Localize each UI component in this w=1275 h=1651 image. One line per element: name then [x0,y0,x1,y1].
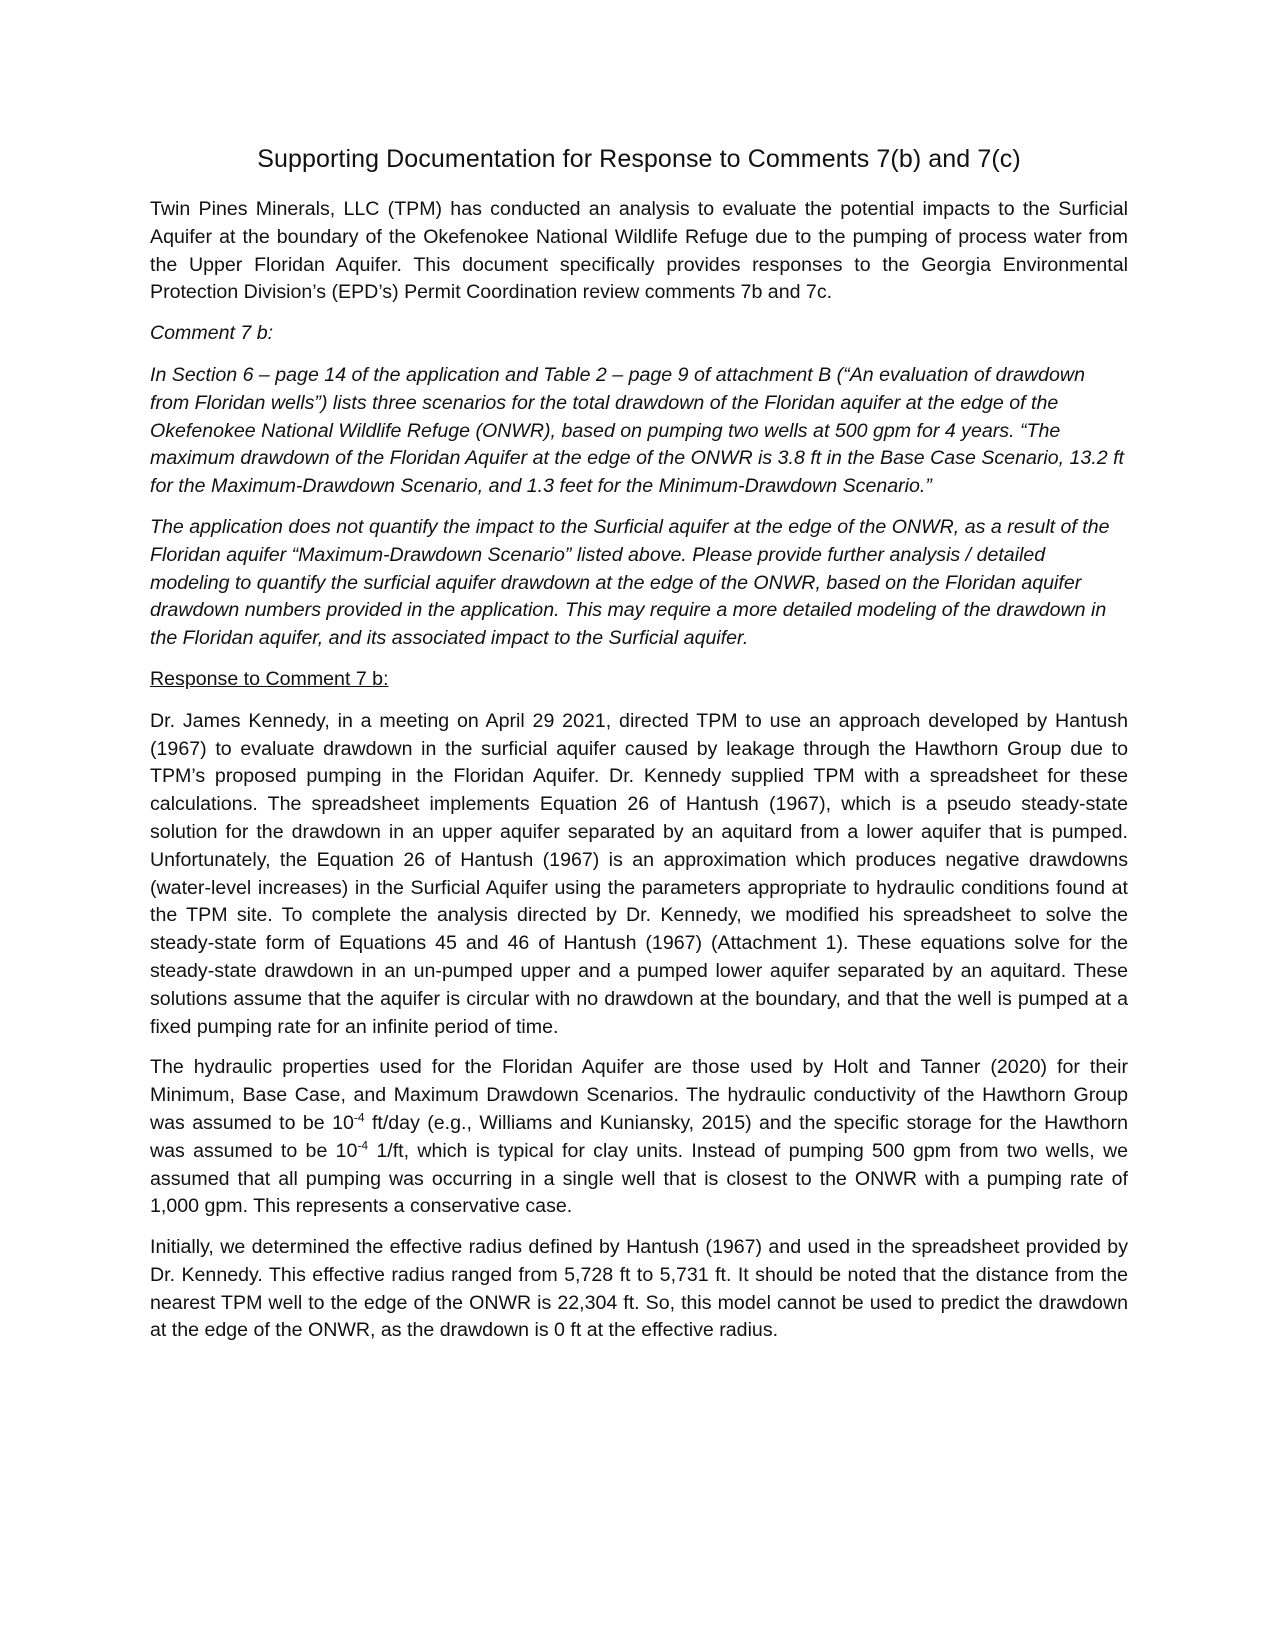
response-paragraph-2-part1: The hydraulic properties used for the Floridan Aquifer are those used by Holt and Tanner (2020) for their Minimum, Base Case, and Maximum Drawdown Scenarios. The hydraulic conductivity of the Hawthorn Group was assumed to be 10 [150,1056,1128,1134]
response-paragraph-3: Initially, we determined the effective radius defined by Hantush (1967) and used in the spreadsheet provided by Dr. Kennedy. This effective radius ranged from 5,728 ft to 5,731 ft. It should be noted that the distance from the nearest TPM well to the edge of the ONWR is 22,304 ft. So, this model cannot be used to predict the drawdown at the edge of the ONWR, as the drawdown is 0 ft at the effective radius. [150,1236,1128,1342]
exponent-2: -4 [357,1138,369,1153]
response-paragraph-2-part3: 1/ft, which is typical for clay units. Instead of pumping 500 gpm from two wells, we assumed that all pumping was occurring in a single well that is closest to the ONWR with a pumping rate of 1,000 gpm. This represents a conservative case. [150,1139,1128,1218]
comment-heading: Comment 7 b: [150,322,274,345]
document-page [150,145,1128,1358]
response-paragraph-2-part2: ft/day (e.g., Williams and Kuniansky, 2015) and the specific storage for the Hawthorn was assumed to be 10 [150,1111,1128,1162]
comment-paragraph-1: In Section 6 – page 14 of the application and Table 2 – page 9 of attachment B (“An evaluation of drawdown from Floridan wells”) lists three scenarios for the total drawdown of the Floridan aquifer at the edge of the Okefenokee National Wildlife Refuge (ONWR), based on pumping two wells at 500 gpm for 4 years. “The maximum drawdown of the Floridan Aquifer at the edge of the ONWR is 3.8 ft in the Base Case Scenario, 13.2 ft for the Maximum-Drawdown Scenario, and 1.3 feet for the Minimum-Drawdown Scenario.” [150,363,1125,498]
response-heading: Response to Comment 7 b: [150,667,389,690]
response-paragraph-2 [150,1054,1128,1221]
comment-paragraph-2: The application does not quantify the impact to the Surficial aquifer at the edge of the ONWR, as a result of the Floridan aquifer “Maximum-Drawdown Scenario” listed above. Please provide further analysis / detailed modeling to quantify the surficial aquifer drawdown at the edge of the ONWR, based on the Floridan aquifer drawdown numbers provided in the application. This may require a more detailed modeling of the drawdown in the Floridan aquifer, and its associated impact to the Surficial aquifer. [150,515,1110,650]
page-title: Supporting Documentation for Response to Comments 7(b) and 7(c) [257,145,1021,173]
exponent-1: -4 [353,1110,365,1125]
response-paragraph-1: Dr. James Kennedy, in a meeting on April 29 2021, directed TPM to use an approach developed by Hantush (1967) to evaluate drawdown in the surficial aquifer caused by leakage through the Hawthorn Group due to TPM’s proposed pumping in the Floridan Aquifer. Dr. Kennedy supplied TPM with a spreadsheet for these calculations. The spreadsheet implements Equation 26 of Hantush (1967), which is a pseudo steady-state solution for the drawdown in an upper aquifer separated by an aquitard from a lower aquifer that is pumped. Unfortunately, the Equation 26 of Hantush (1967) is an approximation which produces negative drawdowns (water-level increases) in the Surficial Aquifer using the parameters appropriate to hydraulic conditions found at the TPM site. To complete the analysis directed by Dr. Kennedy, we modified his spreadsheet to solve the steady-state form of Equations 45 and 46 of Hantush (1967) (Attachment 1). These equations solve for the steady-state drawdown in an un-pumped upper and a pumped lower aquifer separated by an aquitard. These solutions assume that the aquifer is circular with no drawdown at the boundary, and that the well is pumped at a fixed pumping rate for an infinite period of time. [150,709,1128,1038]
intro-paragraph: Twin Pines Minerals, LLC (TPM) has conducted an analysis to evaluate the potential impacts to the Surficial Aquifer at the boundary of the Okefenokee National Wildlife Refuge due to the pumping of process water from the Upper Floridan Aquifer. This document specifically provides responses to the Georgia Environmental Protection Division’s (EPD’s) Permit Coordination review comments 7b and 7c. [150,198,1128,304]
